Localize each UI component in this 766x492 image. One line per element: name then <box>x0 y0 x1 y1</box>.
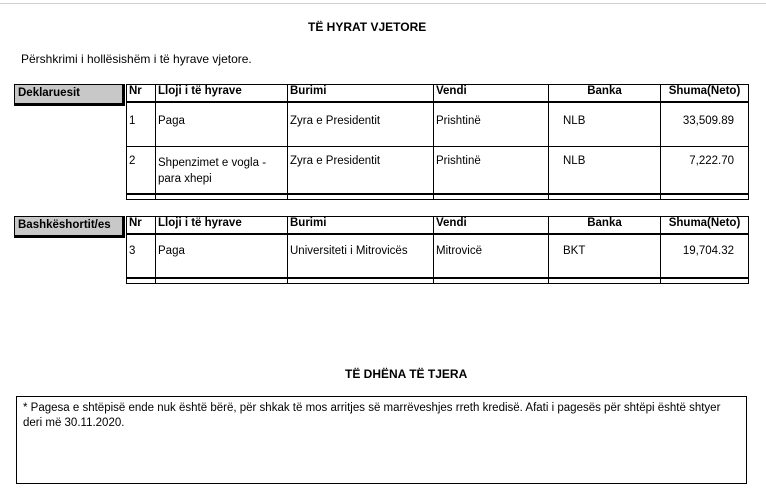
col-nr: Nr <box>127 217 156 235</box>
row-nr: 3 <box>127 234 156 278</box>
col-amount: Shuma(Neto) <box>661 217 749 235</box>
row-amount: 7,222.70 <box>661 146 749 194</box>
declarant-section-label: Deklaruesit <box>14 84 125 106</box>
table-row <box>127 234 749 278</box>
col-type: Lloji i të hyrave <box>156 85 288 103</box>
table-header-row <box>127 85 749 103</box>
row-source: Zyra e Presidentit <box>288 102 434 146</box>
row-amount: 19,704.32 <box>661 234 749 278</box>
row-bank: BKT <box>549 234 661 278</box>
col-place: Vendi <box>434 217 549 235</box>
row-bank: NLB <box>549 146 661 194</box>
other-data-notes <box>16 396 747 484</box>
row-place: Prishtinë <box>434 146 549 194</box>
other-data-title: TË DHËNA TË TJERA <box>345 367 468 381</box>
row-type: Shpenzimet e vogla - para xhepi <box>156 146 288 194</box>
table-header-row <box>127 217 749 235</box>
table-row <box>127 102 749 146</box>
col-place: Vendi <box>434 85 549 103</box>
page-title: TË HYRAT VJETORE <box>308 20 427 34</box>
row-bank: NLB <box>549 102 661 146</box>
row-amount: 33,509.89 <box>661 102 749 146</box>
top-divider <box>0 3 766 4</box>
row-source: Universiteti i Mitrovicës <box>288 234 434 278</box>
table-row <box>127 146 749 194</box>
col-nr: Nr <box>127 85 156 103</box>
row-nr: 2 <box>127 146 156 194</box>
row-place: Mitrovicë <box>434 234 549 278</box>
table-footer-row <box>127 194 749 200</box>
col-bank: Banka <box>549 217 661 235</box>
row-place: Prishtinë <box>434 102 549 146</box>
col-bank: Banka <box>549 85 661 103</box>
row-type: Paga <box>156 102 288 146</box>
row-nr: 1 <box>127 102 156 146</box>
other-data-text: * Pagesa e shtëpisë ende nuk është bërë, për shkak të mos arritjes së marrëveshjes rreth kredisë. Afati i pagesës për shtëpi është shtyer deri më 30.11.2020. <box>23 402 721 429</box>
declarant-income-table <box>126 84 749 200</box>
spouse-income-table <box>126 216 749 284</box>
table-footer-row <box>127 278 749 284</box>
col-amount: Shuma(Neto) <box>661 85 749 103</box>
row-source: Zyra e Presidentit <box>288 146 434 194</box>
col-source: Burimi <box>288 85 434 103</box>
col-source: Burimi <box>288 217 434 235</box>
row-type: Paga <box>156 234 288 278</box>
spouse-section-label: Bashkëshortit/es <box>14 216 125 238</box>
col-type: Lloji i të hyrave <box>156 217 288 235</box>
intro-text: Përshkrimi i hollësishëm i të hyrave vjetore. <box>21 52 252 66</box>
